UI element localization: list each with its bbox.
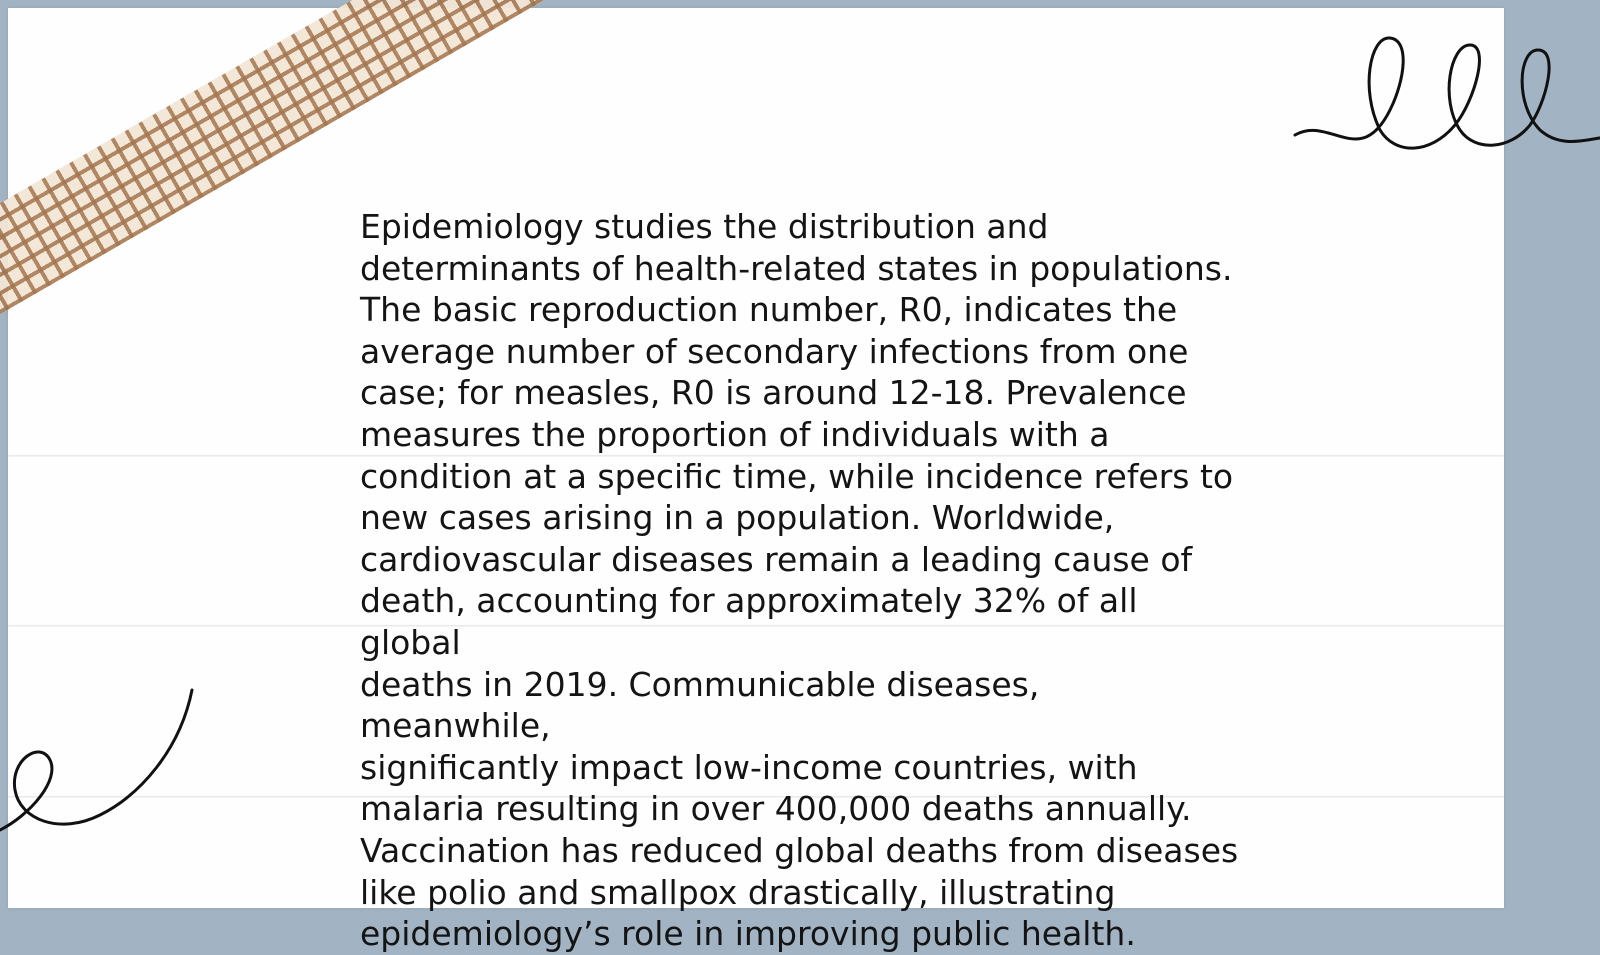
loop-squiggle-icon [1290, 30, 1600, 170]
body-paragraph: Epidemiology studies the distribution and determinants of health-related states in populations. The basic reproduction number, R0, indicates the average number of secondary infections from one case; for measles, R0 is around 12-18. Prevalence measures the proportion of individuals with a condition at a specific time, while incidence refers to new cases arising in a population. Worldwide, cardiovascular diseases remain a leading cause of death, accounting for approximately 32% of all global deaths in 2019. Communicable diseases, meanwhile, significantly impact low-income countries, with malaria resulting in over 400,000 deaths annually. Vaccination has reduced global deaths from diseases like polio and smallpox drastically, illustrating epidemiology’s role in improving public health. [360, 207, 1239, 954]
swoosh-squiggle-icon [0, 690, 200, 850]
